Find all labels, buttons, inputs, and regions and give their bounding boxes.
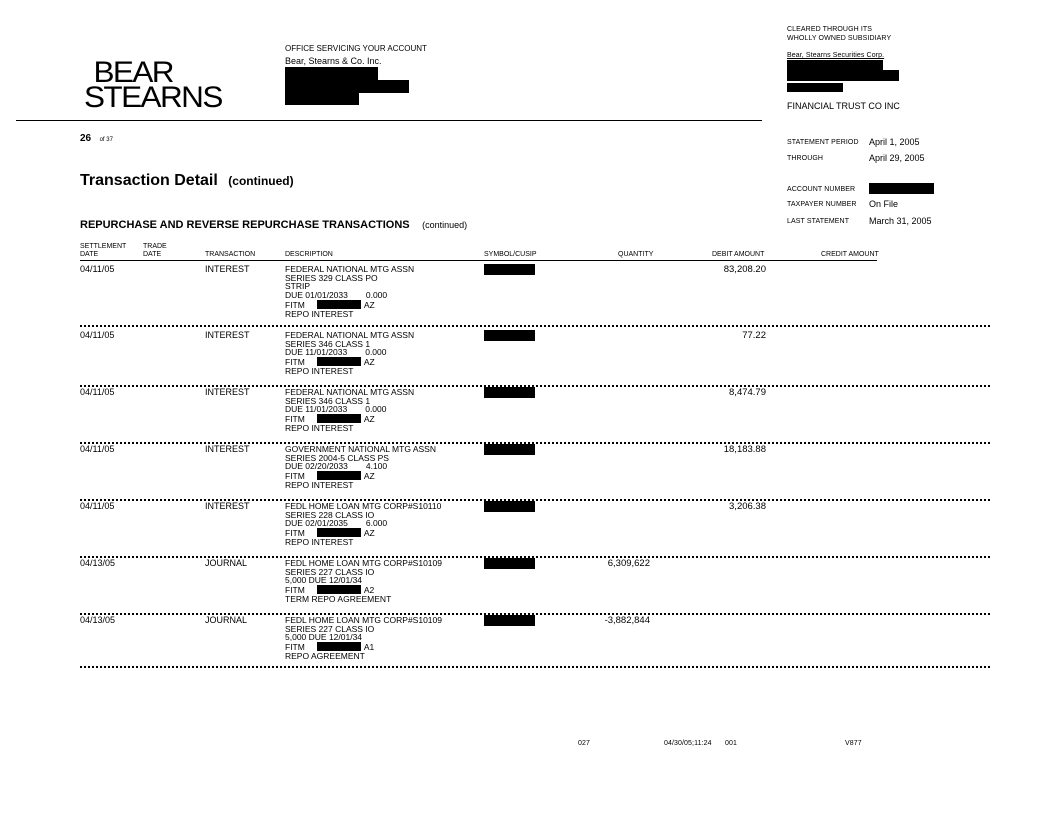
desc-line-6: REPO INTEREST xyxy=(285,479,354,490)
redaction-block xyxy=(317,300,361,309)
col-debit: DEBIT AMOUNT xyxy=(712,251,765,258)
redaction-block xyxy=(317,585,361,594)
desc-line-2: SERIES 346 CLASS 1 xyxy=(285,395,371,406)
desc-line-2: SERIES 346 CLASS 1 xyxy=(285,338,371,349)
page-number: 26 xyxy=(80,133,92,144)
col-credit: CREDIT AMOUNT xyxy=(821,251,879,258)
through-label: THROUGH xyxy=(787,155,824,162)
desc-due: DUE 02/01/2035 xyxy=(285,518,348,529)
desc-due: DUE 01/01/2033 xyxy=(285,290,348,301)
desc-rate: 0.000 xyxy=(365,347,387,358)
transaction-type: INTEREST xyxy=(205,501,250,511)
title-suffix: (continued) xyxy=(228,174,294,188)
redaction-block xyxy=(317,642,361,651)
clearing-firm: Bear, Stearns Securities Corp. xyxy=(787,52,885,59)
desc-line-1: FEDL HOME LOAN MTG CORP#S10109 xyxy=(285,615,442,625)
page-indicator xyxy=(80,128,113,146)
taxpayer-label: TAXPAYER NUMBER xyxy=(787,201,857,208)
desc-line-4 xyxy=(285,633,442,642)
logo-line-1: BEAR xyxy=(93,56,173,89)
debit-amount: 3,206.38 xyxy=(729,501,766,512)
header-underline xyxy=(80,260,877,261)
transaction-type: JOURNAL xyxy=(205,558,248,568)
desc-fitm: FITM xyxy=(285,642,305,653)
settlement-date: 04/11/05 xyxy=(80,387,115,397)
last-statement-label: LAST STATEMENT xyxy=(787,218,850,225)
account-name: FINANCIAL TRUST CO INC xyxy=(787,101,900,111)
description xyxy=(285,331,414,376)
desc-fitm: FITM xyxy=(285,528,305,539)
cusip-redaction xyxy=(484,387,535,398)
settlement-date: 04/13/05 xyxy=(80,558,116,568)
cusip-redaction xyxy=(484,558,535,569)
description xyxy=(285,265,414,318)
redaction-block xyxy=(787,70,899,81)
cusip-redaction xyxy=(484,264,535,275)
col-description: DESCRIPTION xyxy=(285,251,333,258)
desc-rate: 4.100 xyxy=(365,461,388,472)
desc-rate: 0.000 xyxy=(365,404,387,415)
desc-line-6: TERM REPO AGREEMENT xyxy=(285,593,392,604)
account-number-label: ACCOUNT NUMBER xyxy=(787,186,856,193)
desc-line-1: GOVERNMENT NATIONAL MTG ASSN xyxy=(285,444,436,454)
office-name: Bear, Stearns & Co. Inc. xyxy=(285,56,382,66)
desc-line-2: SERIES 2004-5 CLASS PS xyxy=(285,452,389,463)
desc-fitm: FITM xyxy=(285,414,305,425)
desc-fitm: FITM xyxy=(285,299,305,310)
statement-period-label: STATEMENT PERIOD xyxy=(787,139,859,146)
desc-due: 5,000 DUE 12/01/34 xyxy=(285,632,363,643)
taxpayer-value: On File xyxy=(869,199,899,209)
redaction-block xyxy=(869,183,934,194)
col-trade-date xyxy=(143,243,167,259)
desc-rate: 0.000 xyxy=(365,290,388,301)
quantity: 6,309,622 xyxy=(607,558,650,569)
desc-line-2: SERIES 329 CLASS PO xyxy=(285,272,378,283)
page-of: of 37 xyxy=(99,137,113,143)
col-settlement-line2: DATE xyxy=(80,251,99,258)
title-main: Transaction Detail xyxy=(80,172,218,189)
redaction-block xyxy=(317,357,361,366)
col-transaction: TRANSACTION xyxy=(205,251,256,258)
desc-code: AZ xyxy=(363,357,375,368)
redaction-block xyxy=(285,80,409,93)
desc-line-2: SERIES 228 CLASS IO xyxy=(285,509,375,520)
desc-line-6: REPO INTEREST xyxy=(285,308,354,319)
redaction-block xyxy=(285,93,359,105)
quantity: -3,882,844 xyxy=(604,615,650,626)
cusip-redaction xyxy=(484,615,535,626)
transaction-type: INTEREST xyxy=(205,330,250,340)
redaction-block xyxy=(285,67,378,80)
desc-code: A2 xyxy=(363,585,375,596)
last-statement-value: March 31, 2005 xyxy=(869,216,932,226)
desc-line-1: FEDERAL NATIONAL MTG ASSN xyxy=(285,330,415,340)
description xyxy=(285,616,442,661)
row-separator xyxy=(80,666,990,668)
desc-code: AZ xyxy=(363,528,375,539)
col-settlement-date xyxy=(80,243,126,259)
cusip-redaction xyxy=(484,444,535,455)
clearing-line-1: CLEARED THROUGH ITS xyxy=(787,26,873,33)
desc-line-4 xyxy=(285,576,442,585)
footer-code-2: 001 xyxy=(725,740,737,747)
row-separator xyxy=(80,325,990,327)
desc-code: AZ xyxy=(363,299,375,310)
desc-line-1: FEDERAL NATIONAL MTG ASSN xyxy=(285,264,415,274)
desc-line-4 xyxy=(285,291,414,300)
transaction-type: INTEREST xyxy=(205,387,250,397)
redaction-block xyxy=(787,60,883,70)
desc-line-6: REPO INTEREST xyxy=(285,422,354,433)
desc-line-3: STRIP xyxy=(285,281,311,292)
col-trade-line1: TRADE xyxy=(143,243,167,250)
description xyxy=(285,559,442,604)
settlement-date: 04/11/05 xyxy=(80,264,115,274)
desc-code: A1 xyxy=(363,642,375,653)
desc-fitm: FITM xyxy=(285,585,305,596)
desc-line-1: FEDL HOME LOAN MTG CORP#S10109 xyxy=(285,558,442,568)
statement-period-value: April 1, 2005 xyxy=(869,137,920,147)
desc-fitm: FITM xyxy=(285,471,305,482)
transaction-type: JOURNAL xyxy=(205,615,248,625)
desc-line-1: FEDL HOME LOAN MTG CORP#S10110 xyxy=(285,501,442,511)
cusip-redaction xyxy=(484,330,535,341)
footer-timestamp: 04/30/05;11:24 xyxy=(664,740,712,747)
desc-code: AZ xyxy=(363,471,375,482)
col-symbol: SYMBOL/CUSIP xyxy=(484,251,537,258)
cusip-redaction xyxy=(484,501,535,512)
redaction-block xyxy=(317,528,361,537)
transaction-type: INTEREST xyxy=(205,264,250,274)
page-title xyxy=(80,172,294,190)
header-rule xyxy=(16,120,762,121)
col-quantity: QUANTITY xyxy=(618,251,654,258)
desc-line-1: FEDERAL NATIONAL MTG ASSN xyxy=(285,387,415,397)
settlement-date: 04/11/05 xyxy=(80,444,115,454)
desc-line-4 xyxy=(285,462,436,471)
desc-line-4 xyxy=(285,519,441,528)
desc-due: DUE 11/01/2033 xyxy=(285,347,348,358)
footer-code-1: 027 xyxy=(578,740,590,747)
settlement-date: 04/11/05 xyxy=(80,501,115,511)
section-suffix: (continued) xyxy=(422,220,468,230)
through-value: April 29, 2005 xyxy=(869,153,925,163)
transaction-type: INTEREST xyxy=(205,444,250,454)
desc-fitm: FITM xyxy=(285,357,305,368)
settlement-date: 04/11/05 xyxy=(80,330,115,340)
desc-due: 5,000 DUE 12/01/34 xyxy=(285,575,363,586)
footer-code-3: V877 xyxy=(845,740,862,747)
col-trade-line2: DATE xyxy=(143,251,162,258)
logo-line-2: STEARNS xyxy=(84,81,222,114)
debit-amount: 18,183.88 xyxy=(723,444,766,455)
debit-amount: 8,474.79 xyxy=(729,387,766,398)
redaction-block xyxy=(317,471,361,480)
redaction-block xyxy=(787,83,843,92)
desc-line-6: REPO AGREEMENT xyxy=(285,650,365,661)
desc-due: DUE 02/20/2033 xyxy=(285,461,348,472)
settlement-date: 04/13/05 xyxy=(80,615,116,625)
description xyxy=(285,502,441,547)
section-main: REPURCHASE AND REVERSE REPURCHASE TRANSACTIONS xyxy=(80,219,410,231)
col-settlement-line1: SETTLEMENT xyxy=(80,243,127,250)
debit-amount: 77.22 xyxy=(742,330,766,341)
desc-due: DUE 11/01/2033 xyxy=(285,404,348,415)
clearing-line-2: WHOLLY OWNED SUBSIDIARY xyxy=(787,35,892,42)
company-logo xyxy=(84,56,222,114)
desc-line-4 xyxy=(285,405,414,414)
office-label: OFFICE SERVICING YOUR ACCOUNT xyxy=(285,44,427,53)
desc-line-2: SERIES 227 CLASS IO xyxy=(285,623,375,634)
desc-line-6: REPO INTEREST xyxy=(285,536,354,547)
desc-code: AZ xyxy=(363,414,375,425)
desc-line-6: REPO INTEREST xyxy=(285,365,354,376)
desc-line-4 xyxy=(285,348,414,357)
desc-rate: 6.000 xyxy=(365,518,388,529)
description xyxy=(285,445,436,490)
desc-line-2: SERIES 227 CLASS IO xyxy=(285,566,375,577)
description xyxy=(285,388,414,433)
redaction-block xyxy=(317,414,361,423)
section-heading xyxy=(80,215,467,233)
debit-amount: 83,208.20 xyxy=(723,264,766,275)
